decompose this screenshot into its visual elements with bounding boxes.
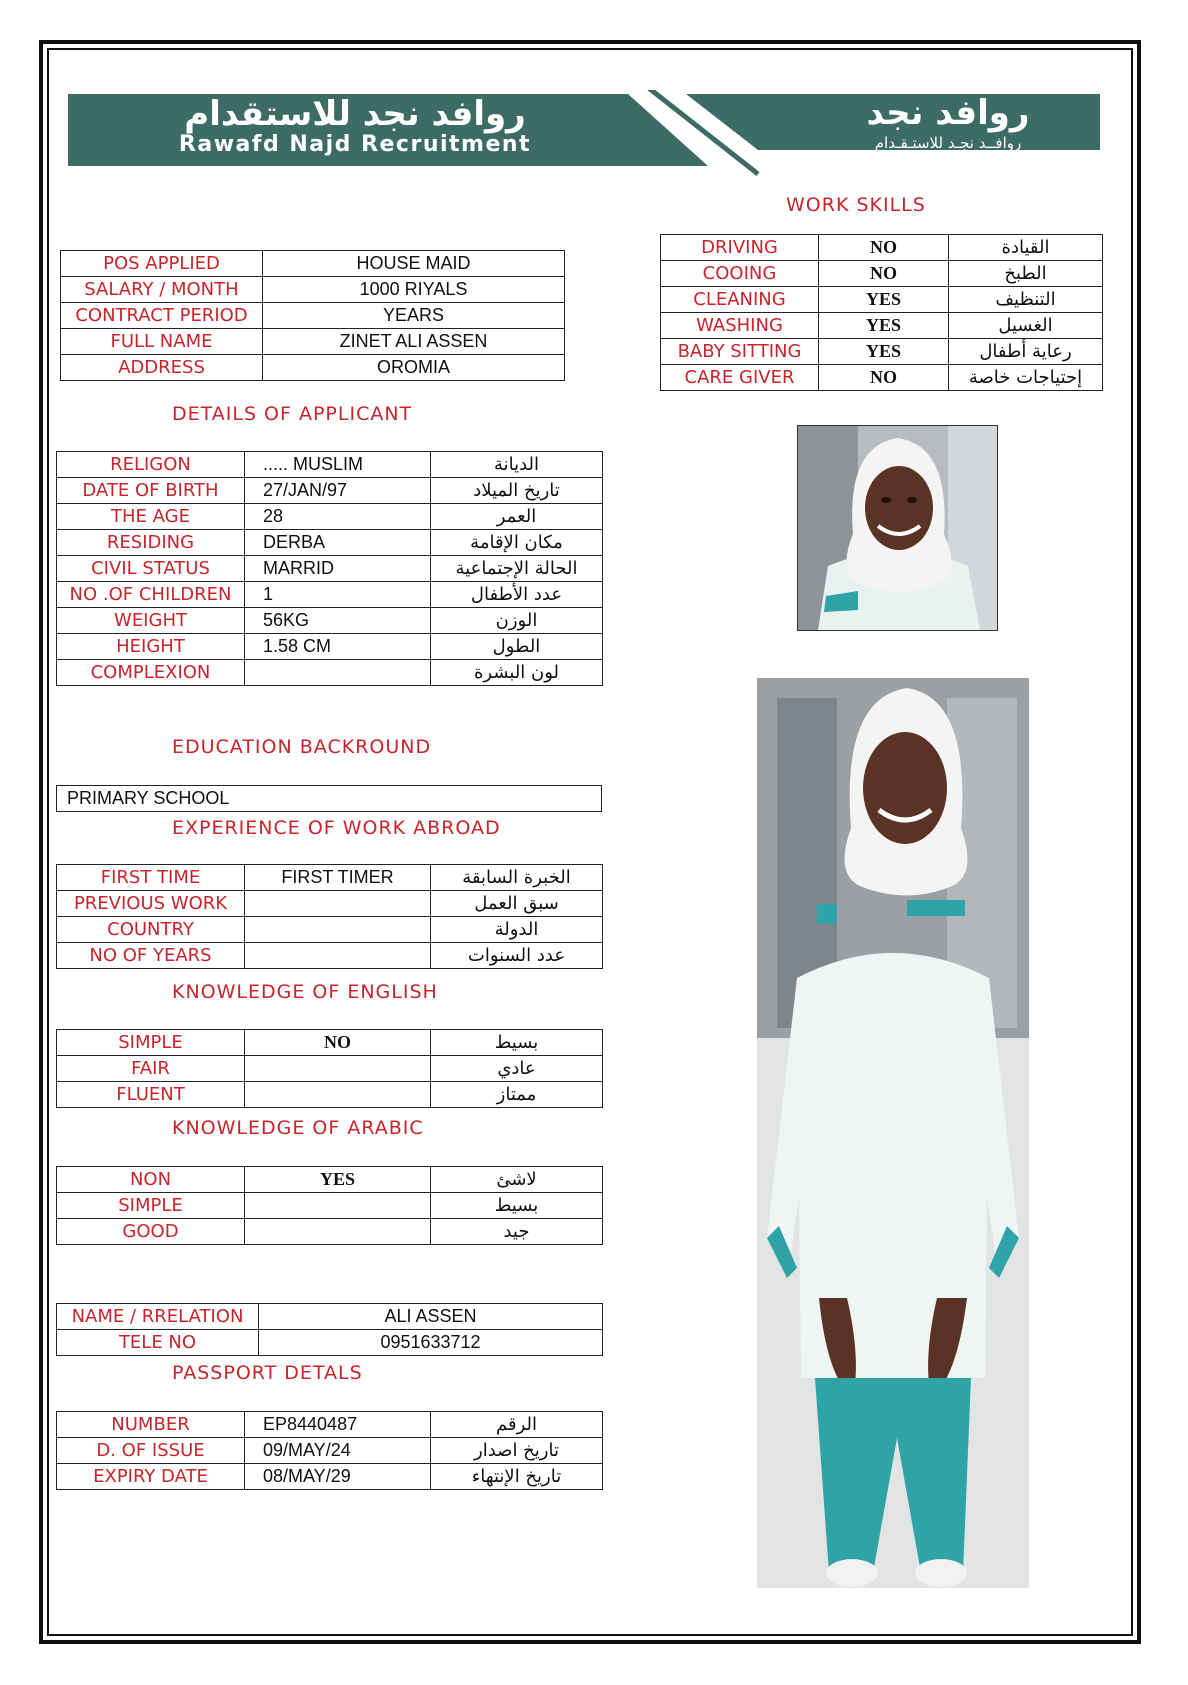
applicant-row [57, 452, 603, 478]
work-skill-label: DRIVING [661, 235, 819, 261]
education-table [56, 785, 602, 812]
applicant-value [245, 660, 431, 686]
work-skill-arabic-label: رعاية أطفال [949, 339, 1103, 365]
applicant-label: RESIDING [57, 530, 245, 556]
relation-row [57, 1330, 603, 1356]
applicant-label: COMPLEXION [57, 660, 245, 686]
applicant-arabic-label: العمر [431, 504, 603, 530]
work-skill-value: YES [819, 339, 949, 365]
applicant-arabic-label: الطول [431, 634, 603, 660]
english-table [56, 1029, 603, 1108]
passport-table [56, 1411, 603, 1490]
experience-value [245, 917, 431, 943]
arabic-value: YES [245, 1167, 431, 1193]
work-skill-row [661, 261, 1103, 287]
passport-label: D. OF ISSUE [57, 1438, 245, 1464]
work-skill-label: WASHING [661, 313, 819, 339]
work-skill-value: NO [819, 235, 949, 261]
arabic-row [57, 1167, 603, 1193]
applicant-row [57, 530, 603, 556]
applicant-portrait-photo [797, 425, 998, 631]
experience-label: FIRST TIME [57, 865, 245, 891]
applicant-row [57, 582, 603, 608]
applicant-arabic-label: الوزن [431, 608, 603, 634]
applicant-label: HEIGHT [57, 634, 245, 660]
english-row [57, 1082, 603, 1108]
applicant-row [57, 660, 603, 686]
passport-row [57, 1464, 603, 1490]
position-label: FULL NAME [61, 329, 263, 355]
company-logo-subtitle: روافــد نجـد للاستـقـدام [874, 134, 1022, 152]
applicant-arabic-label: الديانة [431, 452, 603, 478]
arabic-label: NON [57, 1167, 245, 1193]
english-label: FAIR [57, 1056, 245, 1082]
work-skill-row [661, 235, 1103, 261]
education-value: PRIMARY SCHOOL [57, 786, 602, 812]
applicant-value: 28 [245, 504, 431, 530]
work-skill-arabic-label: الغسيل [949, 313, 1103, 339]
work-skill-row [661, 339, 1103, 365]
english-label: FLUENT [57, 1082, 245, 1108]
english-arabic-label: بسيط [431, 1030, 603, 1056]
position-value: OROMIA [263, 355, 565, 381]
position-value: 1000 RIYALS [263, 277, 565, 303]
english-label: SIMPLE [57, 1030, 245, 1056]
applicant-value: MARRID [245, 556, 431, 582]
passport-label: EXPIRY DATE [57, 1464, 245, 1490]
work-skill-arabic-label: القيادة [949, 235, 1103, 261]
relation-value: 0951633712 [259, 1330, 603, 1356]
passport-row [57, 1412, 603, 1438]
arabic-arabic-label: لاشئ [431, 1167, 603, 1193]
applicant-value: ..... MUSLIM [245, 452, 431, 478]
work-skill-label: CLEANING [661, 287, 819, 313]
passport-value: 08/MAY/29 [245, 1464, 431, 1490]
applicant-title: DETAILS OF APPLICANT [172, 403, 413, 425]
applicant-value: 1 [245, 582, 431, 608]
relation-value: ALI ASSEN [259, 1304, 603, 1330]
english-title: KNOWLEDGE OF ENGLISH [172, 981, 438, 1003]
applicant-arabic-label: الحالة الإجتماعية [431, 556, 603, 582]
relation-row [57, 1304, 603, 1330]
arabic-table [56, 1166, 603, 1245]
position-label: SALARY / MONTH [61, 277, 263, 303]
experience-arabic-label: عدد السنوات [431, 943, 603, 969]
position-label: POS APPLIED [61, 251, 263, 277]
passport-arabic-label: تاريخ الإنتهاء [431, 1464, 603, 1490]
work-skills-title: WORK SKILLS [786, 194, 926, 216]
position-label: ADDRESS [61, 355, 263, 381]
applicant-label: NO .OF CHILDREN [57, 582, 245, 608]
applicant-label: THE AGE [57, 504, 245, 530]
applicant-value: 27/JAN/97 [245, 478, 431, 504]
relation-label: TELE NO [57, 1330, 259, 1356]
passport-label: NUMBER [57, 1412, 245, 1438]
work-skill-arabic-label: الطبخ [949, 261, 1103, 287]
experience-value [245, 943, 431, 969]
position-table [60, 250, 565, 381]
position-row [61, 251, 565, 277]
applicant-arabic-label: عدد الأطفال [431, 582, 603, 608]
english-row [57, 1056, 603, 1082]
arabic-value [245, 1219, 431, 1245]
position-value: HOUSE MAID [263, 251, 565, 277]
work-skill-label: COOING [661, 261, 819, 287]
applicant-arabic-label: تاريخ الميلاد [431, 478, 603, 504]
work-skill-row [661, 313, 1103, 339]
arabic-arabic-label: جيد [431, 1219, 603, 1245]
position-row [61, 329, 565, 355]
applicant-value: 56KG [245, 608, 431, 634]
work-skills-table [660, 234, 1103, 391]
applicant-label: CIVIL STATUS [57, 556, 245, 582]
applicant-arabic-label: مكان الإقامة [431, 530, 603, 556]
passport-row [57, 1438, 603, 1464]
english-arabic-label: عادي [431, 1056, 603, 1082]
arabic-value [245, 1193, 431, 1219]
applicant-row [57, 556, 603, 582]
work-skill-row [661, 287, 1103, 313]
position-label: CONTRACT PERIOD [61, 303, 263, 329]
brand-name-english: Rawafd Najd Recruitment [178, 132, 532, 157]
applicant-row [57, 608, 603, 634]
experience-row [57, 891, 603, 917]
position-row [61, 303, 565, 329]
work-skill-label: BABY SITTING [661, 339, 819, 365]
position-value: ZINET ALI ASSEN [263, 329, 565, 355]
work-skill-arabic-label: التنظيف [949, 287, 1103, 313]
english-row [57, 1030, 603, 1056]
work-skill-value: YES [819, 313, 949, 339]
english-arabic-label: ممتاز [431, 1082, 603, 1108]
experience-arabic-label: سبق العمل [431, 891, 603, 917]
applicant-label: WEIGHT [57, 608, 245, 634]
position-value: YEARS [263, 303, 565, 329]
applicant-row [57, 478, 603, 504]
experience-title: EXPERIENCE OF WORK ABROAD [172, 817, 501, 839]
experience-label: PREVIOUS WORK [57, 891, 245, 917]
applicant-label: DATE OF BIRTH [57, 478, 245, 504]
work-skill-arabic-label: إحتياجات خاصة [949, 365, 1103, 391]
work-skill-row [661, 365, 1103, 391]
applicant-value: DERBA [245, 530, 431, 556]
english-value: NO [245, 1030, 431, 1056]
arabic-label: SIMPLE [57, 1193, 245, 1219]
arabic-title: KNOWLEDGE OF ARABIC [172, 1117, 424, 1139]
english-value [245, 1082, 431, 1108]
relation-label: NAME / RRELATION [57, 1304, 259, 1330]
passport-arabic-label: الرقم [431, 1412, 603, 1438]
arabic-label: GOOD [57, 1219, 245, 1245]
work-skill-value: NO [819, 365, 949, 391]
experience-value [245, 891, 431, 917]
experience-row [57, 917, 603, 943]
applicant-row [57, 504, 603, 530]
relation-table [56, 1303, 603, 1356]
applicant-label: RELIGON [57, 452, 245, 478]
position-row [61, 277, 565, 303]
experience-label: COUNTRY [57, 917, 245, 943]
applicant-row [57, 634, 603, 660]
experience-row [57, 943, 603, 969]
passport-title: PASSPORT DETALS [172, 1362, 363, 1384]
position-row [61, 355, 565, 381]
applicant-arabic-label: لون البشرة [431, 660, 603, 686]
passport-value: EP8440487 [245, 1412, 431, 1438]
experience-arabic-label: الدولة [431, 917, 603, 943]
applicant-value: 1.58 CM [245, 634, 431, 660]
brand-name-arabic: روافد نجد للاستقدام [184, 94, 526, 134]
arabic-row [57, 1193, 603, 1219]
work-skill-value: YES [819, 287, 949, 313]
passport-arabic-label: تاريخ اصدار [431, 1438, 603, 1464]
experience-value: FIRST TIMER [245, 865, 431, 891]
arabic-arabic-label: بسيط [431, 1193, 603, 1219]
work-skill-label: CARE GIVER [661, 365, 819, 391]
experience-row [57, 865, 603, 891]
applicant-full-body-photo [757, 678, 1029, 1588]
arabic-row [57, 1219, 603, 1245]
education-title: EDUCATION BACKROUND [172, 736, 432, 758]
passport-value: 09/MAY/24 [245, 1438, 431, 1464]
english-value [245, 1056, 431, 1082]
experience-arabic-label: الخبرة السابقة [431, 865, 603, 891]
applicant-table [56, 451, 603, 686]
company-logo: روافد نجد [866, 93, 1030, 133]
work-skill-value: NO [819, 261, 949, 287]
experience-table [56, 864, 603, 969]
experience-label: NO OF YEARS [57, 943, 245, 969]
